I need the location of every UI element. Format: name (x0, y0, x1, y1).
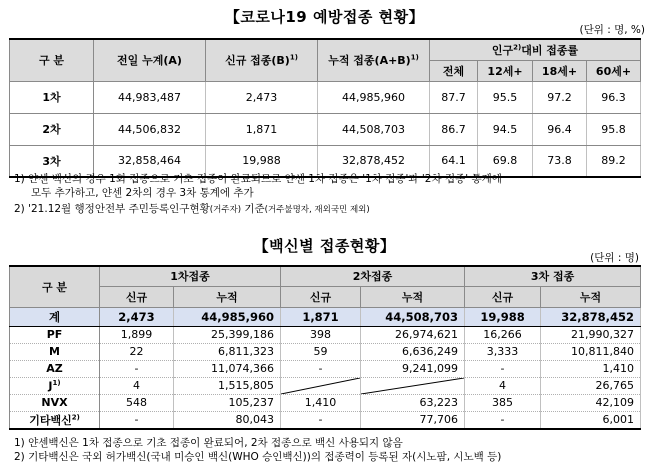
dose1-cum-cell: 1,515,805 (174, 377, 281, 394)
dose3-cum-cell: 6,001 (541, 411, 641, 429)
table-row (10, 394, 641, 411)
table-row (10, 377, 641, 394)
dose3-new-cell: 3,333 (465, 343, 541, 360)
header-cumulative: 누적 (174, 286, 281, 307)
table-row (10, 326, 641, 343)
header-new: 신규 (281, 286, 361, 307)
new-cell: 19,988 (206, 145, 318, 177)
rate-cell: 73.8 (533, 145, 587, 177)
row-label: $J^{1)}$ (10, 377, 100, 394)
diagonal-slash (361, 378, 464, 394)
rate-cell: 89.2 (587, 145, 641, 177)
header-new: 신규 접종$(B)^{1)}$ (206, 39, 318, 81)
header-rate: 인구$^{2)}$대비 접종률 (430, 39, 641, 60)
header-dose3: 3차 접종 (465, 266, 641, 286)
header-prev-cumulative: 전일 누계(A) (94, 39, 206, 81)
rate-cell: 94.5 (478, 113, 533, 145)
dose2-cum-cell: 44,508,703 (361, 307, 465, 326)
prev-cumulative-cell: 32,858,464 (94, 145, 206, 177)
cumulative-cell: 44,508,703 (318, 113, 430, 145)
header-dose2: 2차접종 (281, 266, 465, 286)
dose2-cum-cell: 63,223 (361, 394, 465, 411)
dose2-new-cell: 1,410 (281, 394, 361, 411)
prev-cumulative-cell: 44,983,487 (94, 81, 206, 113)
header-cumulative: 누적 접종$(A+B)^{1)}$ (318, 39, 430, 81)
dose2-new-cell: 398 (281, 326, 361, 343)
dose1-new-cell: 4 (100, 377, 174, 394)
cumulative-cell: 44,985,960 (318, 81, 430, 113)
rate-cell: 64.1 (430, 145, 478, 177)
dose1-new-cell: 548 (100, 394, 174, 411)
dose1-cum-cell: 25,399,186 (174, 326, 281, 343)
dose1-cum-cell: 6,811,323 (174, 343, 281, 360)
dose3-cum-cell: 32,878,452 (541, 307, 641, 326)
header-new: 신규 (465, 286, 541, 307)
row-label: 기타백신$^{2)}$ (10, 411, 100, 429)
dose3-new-cell: 4 (465, 377, 541, 394)
header-dose1: 1차접종 (100, 266, 281, 286)
dose2-cum-cell: 6,636,249 (361, 343, 465, 360)
table2-unit: (단위 : 명) (590, 252, 639, 264)
rate-cell: 95.5 (478, 81, 533, 113)
dose2-new-cell: - (281, 360, 361, 377)
header-cumulative: 누적 (541, 286, 641, 307)
table1-unit: (단위 : 명, %) (579, 24, 645, 36)
dose1-new-cell: 1,899 (100, 326, 174, 343)
footnote-1a: 1) 얀센 백신의 경우 1회 접종으로 기초 접종이 완료되므로 얀센 1차 접종은 '1차 접종'과 '2차 접종' 통계에 (14, 173, 502, 185)
new-cell: 2,473 (206, 81, 318, 113)
vaccine-type-table (9, 265, 641, 430)
dose1-cum-cell: 11,074,366 (174, 360, 281, 377)
dose2-cum-cell-empty (361, 377, 465, 394)
table-row (10, 360, 641, 377)
header-new: 신규 (100, 286, 174, 307)
dose1-new-cell: - (100, 360, 174, 377)
table-row (10, 343, 641, 360)
header-cumulative: 누적 (361, 286, 465, 307)
rate-cell: 86.7 (430, 113, 478, 145)
dose2-new-cell: 59 (281, 343, 361, 360)
diagonal-slash (281, 378, 360, 394)
dose3-new-cell: 19,988 (465, 307, 541, 326)
dose3-cum-cell: 26,765 (541, 377, 641, 394)
row-label: PF (10, 326, 100, 343)
cumulative-cell: 32,878,452 (318, 145, 430, 177)
vaccination-status-table (9, 38, 641, 178)
dose3-cum-cell: 42,109 (541, 394, 641, 411)
row-label: AZ (10, 360, 100, 377)
rate-cell: 96.4 (533, 113, 587, 145)
header-rate-18plus: 18세+ (533, 60, 587, 81)
dose1-cum-cell: 80,043 (174, 411, 281, 429)
row-label: M (10, 343, 100, 360)
row-label: 3차 (10, 145, 94, 177)
header-category: 구 분 (10, 266, 100, 307)
row-label: NVX (10, 394, 100, 411)
dose3-new-cell: 385 (465, 394, 541, 411)
total-row (10, 307, 641, 326)
prev-cumulative-cell: 44,506,832 (94, 113, 206, 145)
dose3-cum-cell: 10,811,840 (541, 343, 641, 360)
table-row (10, 411, 641, 429)
dose3-cum-cell: 1,410 (541, 360, 641, 377)
header-rate-12plus: 12세+ (478, 60, 533, 81)
table-row (10, 81, 641, 113)
footnote-2: 2) '21.12월 행정안전부 주민등록인구현황(거주자) 기준(거주불명자, 재외국민 제외) (14, 203, 370, 215)
dose1-cum-cell: 105,237 (174, 394, 281, 411)
rate-cell: 87.7 (430, 81, 478, 113)
row-label: 2차 (10, 113, 94, 145)
new-cell: 1,871 (206, 113, 318, 145)
footnote-2: 2) 기타백신은 국외 허가백신(국내 미승인 백신(WHO 승인백신))의 접종력이 등록된 자(시노팜, 시노백 등) (14, 451, 502, 463)
dose1-cum-cell: 44,985,960 (174, 307, 281, 326)
table-row (10, 113, 641, 145)
vaccination-status-title: 【코로나19 예방접종 현황】 (224, 8, 425, 26)
dose2-cum-cell: 9,241,099 (361, 360, 465, 377)
rate-cell: 69.8 (478, 145, 533, 177)
dose1-new-cell: 22 (100, 343, 174, 360)
dose2-new-cell: 1,871 (281, 307, 361, 326)
dose2-cum-cell: 77,706 (361, 411, 465, 429)
rate-cell: 95.8 (587, 113, 641, 145)
header-category: 구 분 (10, 39, 94, 81)
rate-cell: 97.2 (533, 81, 587, 113)
dose1-new-cell: 2,473 (100, 307, 174, 326)
header-rate-60plus: 60세+ (587, 60, 641, 81)
vaccine-type-title: 【백신별 접종현황】 (253, 237, 396, 255)
footnote-1: 1) 얀센백신은 1차 접종으로 기초 접종이 완료되어, 2차 접종으로 백신 사용되지 않음 (14, 437, 403, 449)
dose3-new-cell: 16,266 (465, 326, 541, 343)
dose3-new-cell: - (465, 360, 541, 377)
table1-footnotes (14, 172, 634, 217)
row-label: 1차 (10, 81, 94, 113)
rate-cell: 96.3 (587, 81, 641, 113)
dose2-new-cell: - (281, 411, 361, 429)
dose2-cum-cell: 26,974,621 (361, 326, 465, 343)
row-label: 계 (10, 307, 100, 326)
dose3-cum-cell: 21,990,327 (541, 326, 641, 343)
dose2-new-cell-empty (281, 377, 361, 394)
dose3-new-cell: - (465, 411, 541, 429)
dose1-new-cell: - (100, 411, 174, 429)
footnote-1b: 모두 추가하고, 얀센 2차의 경우 3차 통계에 추가 (31, 187, 254, 199)
table2-footnotes (14, 436, 644, 464)
header-rate-total: 전체 (430, 60, 478, 81)
